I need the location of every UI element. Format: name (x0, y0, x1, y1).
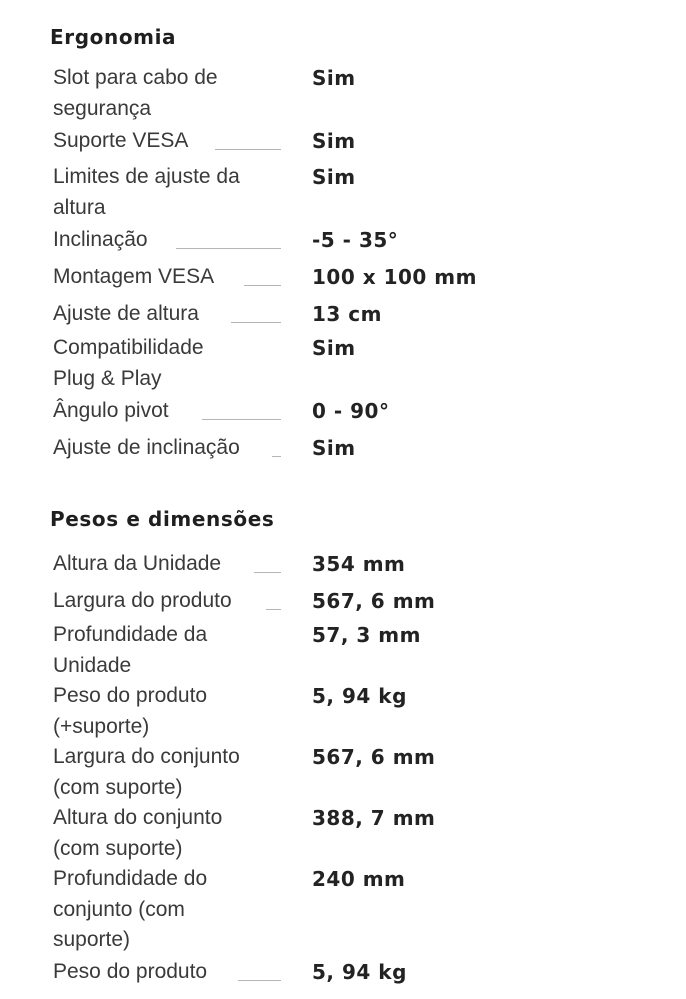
spec-value: Sim (312, 436, 356, 460)
spec-label: Altura do conjunto (com suporte) (53, 806, 223, 860)
spec-value: 240 mm (312, 867, 406, 891)
spec-label: Largura do produto (53, 589, 232, 612)
spec-label: Profundidade da Unidade (53, 623, 208, 677)
spec-label: Inclinação (53, 228, 148, 251)
spec-value: Sim (312, 336, 356, 360)
spec-label: Slot para cabo de segurança (53, 66, 218, 120)
spec-label: Peso do produto (53, 960, 208, 983)
spec-label: Altura da Unidade (53, 552, 222, 575)
spec-value: 57, 3 mm (312, 623, 421, 647)
leader-line (254, 572, 281, 573)
spec-value: 5, 94 kg (312, 960, 407, 984)
leader-line (202, 419, 281, 420)
spec-value: 354 mm (312, 552, 406, 576)
section-title-pesos-dimensoes: Pesos e dimensões (50, 507, 275, 531)
spec-value: 567, 6 mm (312, 745, 436, 769)
spec-value: 0 - 90° (312, 399, 390, 423)
spec-value: Sim (312, 165, 356, 189)
leader-line (231, 322, 281, 323)
spec-value: -5 - 35° (312, 228, 399, 252)
spec-label: Compatibilidade Plug & Play (53, 336, 204, 390)
spec-label: Montagem VESA (53, 265, 215, 288)
leader-line (176, 248, 281, 249)
spec-label: Largura do conjunto (com suporte) (53, 745, 240, 799)
spec-label: Suporte VESA (53, 129, 189, 152)
spec-value: 567, 6 mm (312, 589, 436, 613)
spec-value: 13 cm (312, 302, 382, 326)
spec-label: Profundidade do conjunto (com suporte) (53, 867, 208, 951)
leader-line (272, 456, 281, 457)
leader-line (238, 980, 281, 981)
spec-label: Limites de ajuste da altura (53, 165, 240, 219)
spec-label: Ajuste de inclinação (53, 436, 240, 459)
spec-value: 5, 94 kg (312, 684, 407, 708)
leader-line (215, 149, 281, 150)
spec-value: Sim (312, 129, 356, 153)
spec-label: Peso do produto (+suporte) (53, 684, 208, 738)
spec-value: 388, 7 mm (312, 806, 436, 830)
spec-label: Ângulo pivot (53, 399, 169, 422)
spec-label: Ajuste de altura (53, 302, 199, 325)
leader-line (244, 285, 281, 286)
section-title-ergonomia: Ergonomia (50, 25, 177, 49)
leader-line (266, 609, 281, 610)
spec-value: Sim (312, 66, 356, 90)
spec-value: 100 x 100 mm (312, 265, 477, 289)
